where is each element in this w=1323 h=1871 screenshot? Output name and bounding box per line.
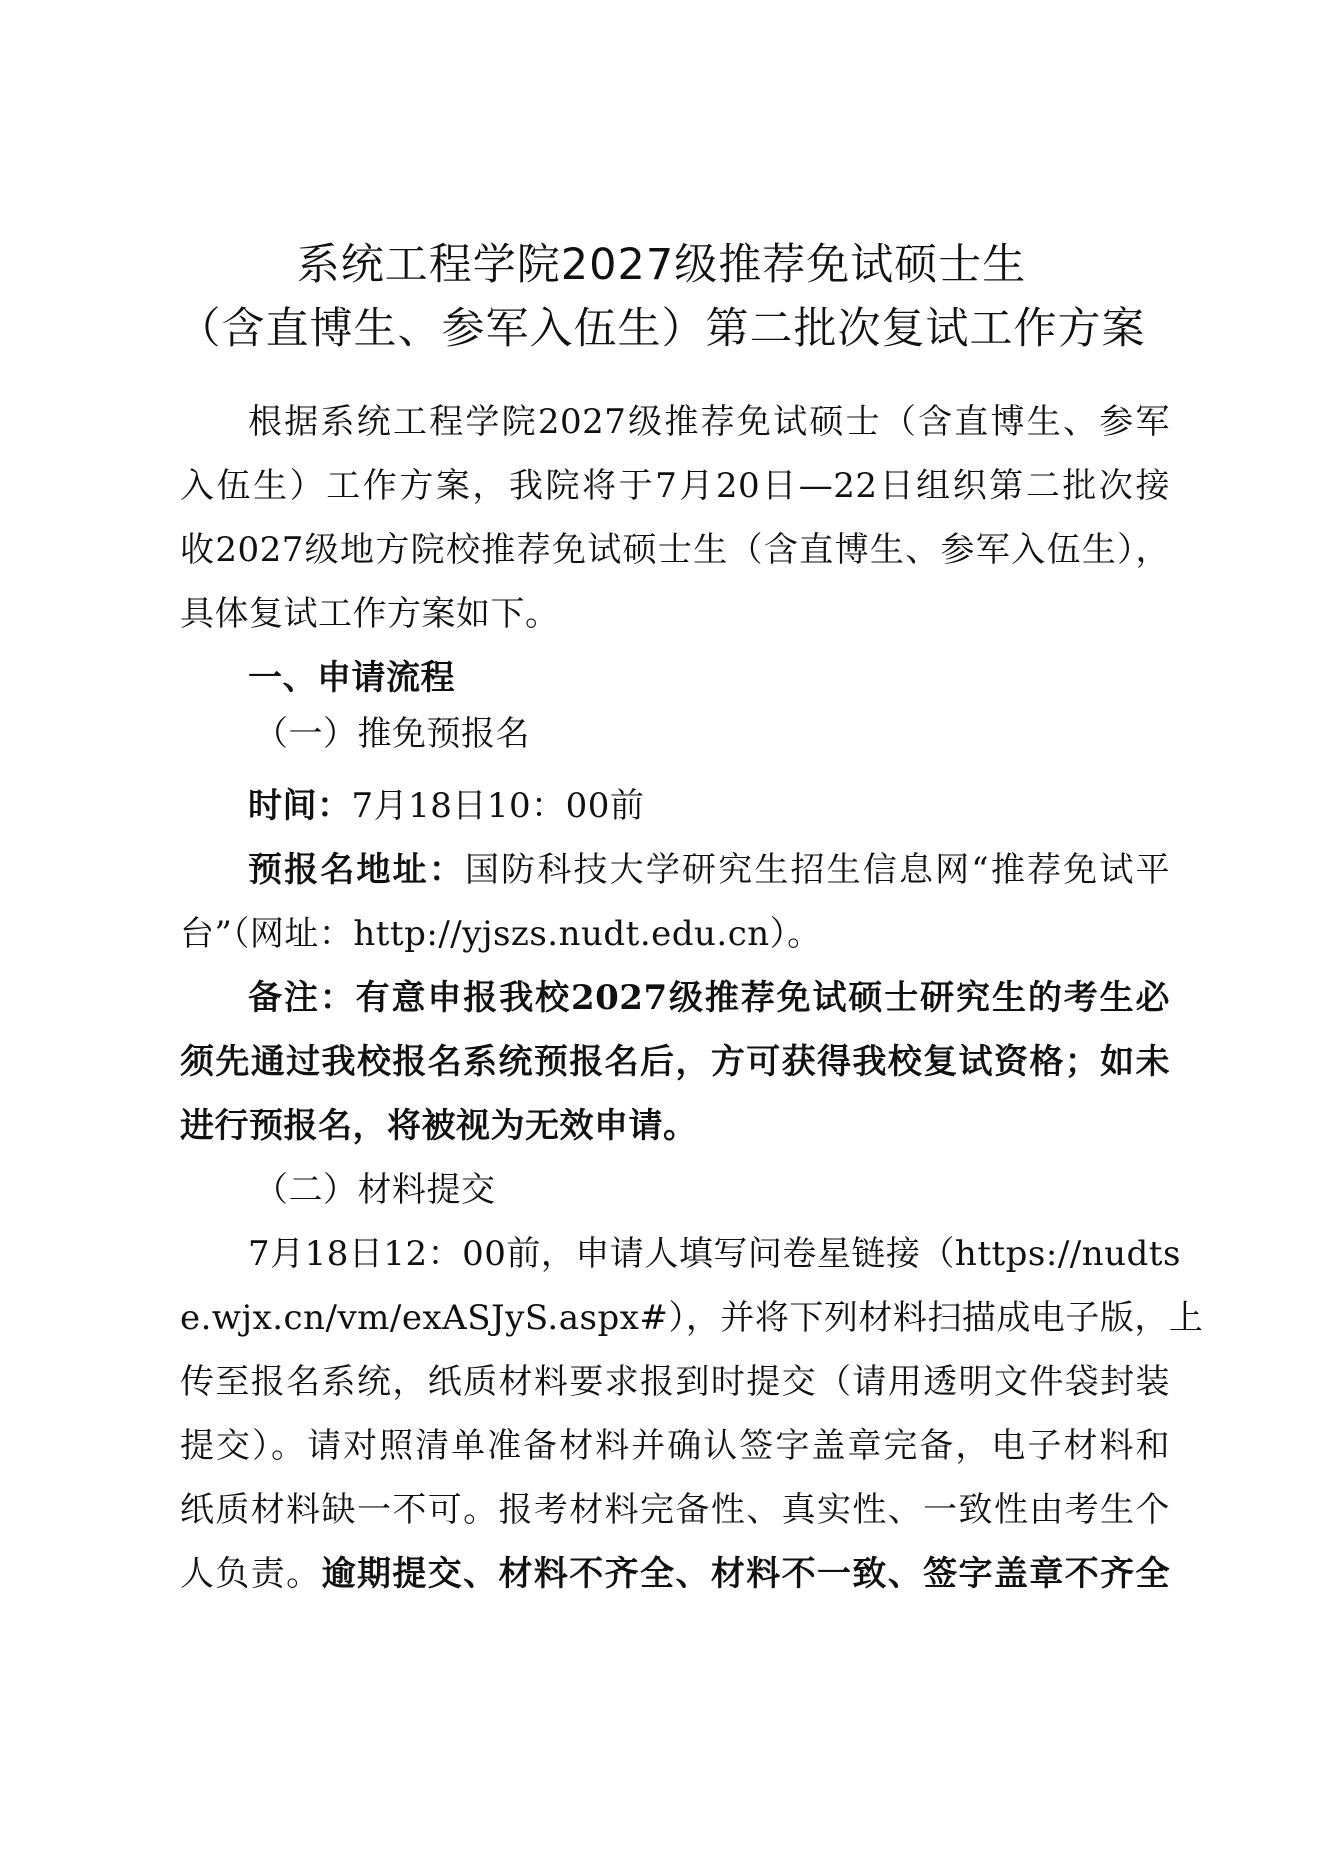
time-line <box>248 782 1170 830</box>
time-label: 时间： <box>248 786 352 826</box>
materials-line-6 <box>180 1550 1170 1598</box>
intro-line-3: 收2027级地方院校推荐免试硕士生（含直博生、参军入伍生）， <box>180 530 1170 570</box>
intro-line-1: 根据系统工程学院2027级推荐免试硕士（含直博生、参军 <box>248 402 1170 442</box>
note-line-3: 进行预报名，将被视为无效申请。 <box>180 1106 698 1146</box>
intro-line-4: 具体复试工作方案如下。 <box>180 594 560 634</box>
note-line-1: 备注：有意申报我校2027级推荐免试硕士研究生的考生必 <box>248 978 1170 1018</box>
document-title-line-2: （含直博生、参军入伍生）第二批次复试工作方案 <box>177 304 1146 354</box>
section-heading-application-process: 一、申请流程 <box>248 658 455 698</box>
materials-line-2: e.wjx.cn/vm/exASJyS.aspx#），并将下列材料扫描成电子版，上 <box>180 1298 1204 1338</box>
note-line-2: 须先通过我校报名系统预报名后，方可获得我校复试资格；如未 <box>180 1042 1170 1082</box>
address-line-1 <box>248 846 1170 894</box>
subsection-heading-materials: （二）材料提交 <box>254 1170 496 1210</box>
subsection-heading-pre-registration: （一）推免预报名 <box>254 714 530 754</box>
materials-line-1: 7月18日12：00前，申请人填写问卷星链接（https://nudts <box>248 1234 1181 1274</box>
time-value: 7月18日10：00前 <box>351 786 645 826</box>
intro-line-2: 入伍生）工作方案，我院将于7月20日—22日组织第二批次接 <box>180 466 1170 506</box>
address-value: 国防科技大学研究生招生信息网“推荐免试平 <box>465 850 1171 890</box>
address-label: 预报名地址： <box>248 850 465 890</box>
document-title-line-1: 系统工程学院2027级推荐免试硕士生 <box>296 240 1027 290</box>
materials-line-4: 提交）。请对照清单准备材料并确认签字盖章完备，电子材料和 <box>180 1426 1170 1466</box>
materials-line-5: 纸质材料缺一不可。报考材料完备性、真实性、一致性由考生个 <box>180 1490 1170 1530</box>
materials-line-3: 传至报名系统，纸质材料要求报到时提交（请用透明文件袋封装 <box>180 1362 1170 1402</box>
materials-line-6-bold: 逾期提交、材料不齐全、材料不一致、签字盖章不齐全 <box>321 1554 1171 1594</box>
address-line-2: 台”（网址：http://yjszs.nudt.edu.cn）。 <box>180 914 822 954</box>
materials-line-6-normal: 人负责。 <box>180 1554 322 1594</box>
